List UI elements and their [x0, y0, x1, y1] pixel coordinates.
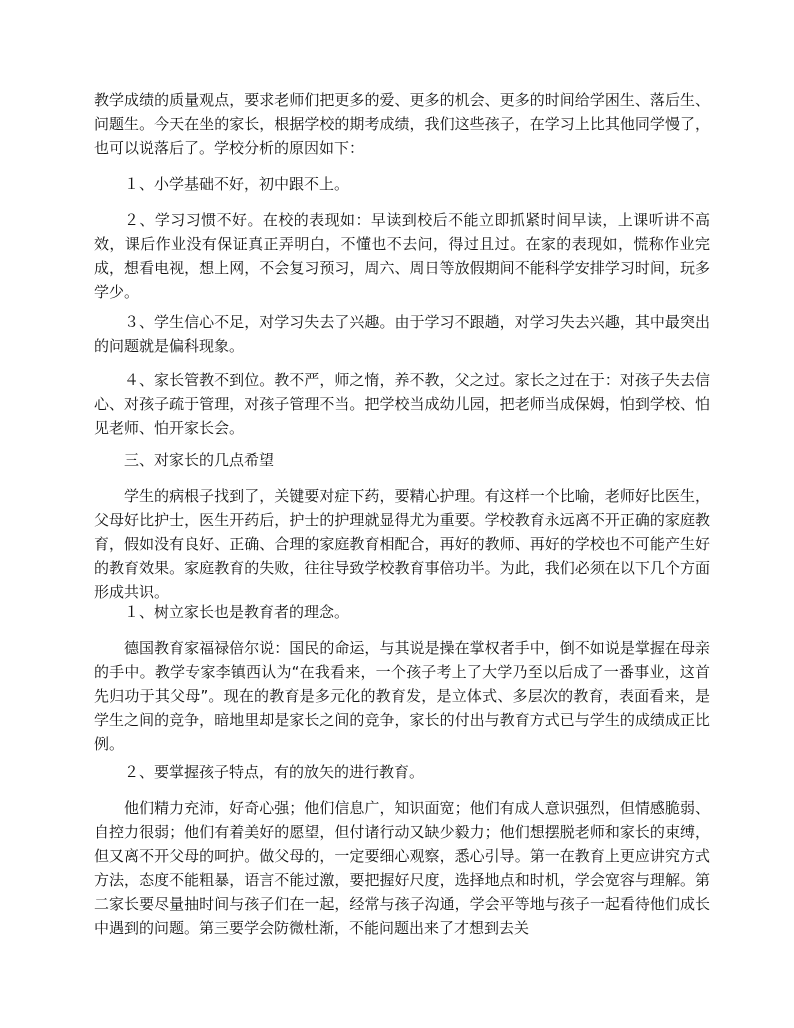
- paragraph-point-2-body: 他们精力充沛，好奇心强；他们信息广，知识面宽；他们有成人意识强烈，但情感脆弱、自控力很弱；他们有着美好的愿望，但付诸行动又缺少毅力；他们想摆脱老师和家长的束缚，但又离不开父母的呵护。做父母的，一定要细心观察，悉心引导。第一在教育上更应讲究方式方法，态度不能粗暴，语言不能过激，要把握好尺度，选择地点和时机，学会宽容与理解。第二家长要尽量抽时间与孩子们在一起，经常与孩子沟通，学会平等地与孩子一起看待他们成长中遇到的问题。第三要学会防微杜渐，不能问题出来了才想到去关: [94, 799, 710, 937]
- paragraph-reason-1: １、小学基础不好，初中跟不上。: [124, 175, 350, 193]
- paragraph-hopes-intro: 学生的病根子找到了，关键要对症下药，要精心护理。有这样一个比喻，老师好比医生，父母好比护士，医生开药后，护士的护理就显得尤为重要。学校教育永远离不开正确的家庭教育，假如没有良好、正确、合理的家庭教育相配合，再好的教师、再好的学校也不可能产生好的教育效果。家庭教育的失败，往往导致学校教育事倍功半。为此，我们必须在以下几个方面形成共识。: [94, 487, 710, 601]
- paragraph-point-2: ２、要掌握孩子特点，有的放矢的进行教育。: [124, 763, 425, 781]
- section-heading-hopes: 三、对家长的几点希望: [124, 451, 275, 469]
- paragraph-point-1: １、树立家长也是教育者的理念。: [124, 603, 350, 621]
- paragraph-point-1-body: 德国教育家福禄倍尔说：国民的命运，与其说是操在掌权者手中，倒不如说是掌握在母亲的手中。教学专家李镇西认为“在我看来，一个孩子考上了大学乃至以后成了一番事业，这首先归功于其父母”。现在的教育是多元化的教育发，是立体式、多层次的教育，表面看来，是学生之间的竞争，暗地里却是家长之间的竞争，家长的付出与教育方式已与学生的成绩成正比例。: [94, 639, 710, 753]
- paragraph-intro: 教学成绩的质量观点，要求老师们把更多的爱、更多的机会、更多的时间给学困生、落后生、问题生。今天在坐的家长，根据学校的期考成绩，我们这些孩子，在学习上比其他同学慢了，也可以说落后了。学校分析的原因如下：: [94, 91, 710, 157]
- paragraph-reason-2: ２、学习习惯不好。在校的表现如：早读到校后不能立即抓紧时间早读，上课听讲不高效，课后作业没有保证真正弄明白，不懂也不去问，得过且过。在家的表现如，慌称作业完成，想看电视，想上网，不会复习预习，周六、周日等放假期间不能科学安排学习时间，玩多学少。: [94, 211, 710, 301]
- paragraph-reason-3: ３、学生信心不足，对学习失去了兴趣。由于学习不跟趟，对学习失去兴趣，其中最突出的问题就是偏科现象。: [94, 313, 710, 355]
- paragraph-reason-4: ４、家长管教不到位。教不严，师之惰，养不教，父之过。家长之过在于：对孩子失去信心、对孩子疏于管理，对孩子管理不当。把学校当成幼儿园，把老师当成保姆，怕到学校、怕见老师、怕开家长会。: [94, 371, 710, 437]
